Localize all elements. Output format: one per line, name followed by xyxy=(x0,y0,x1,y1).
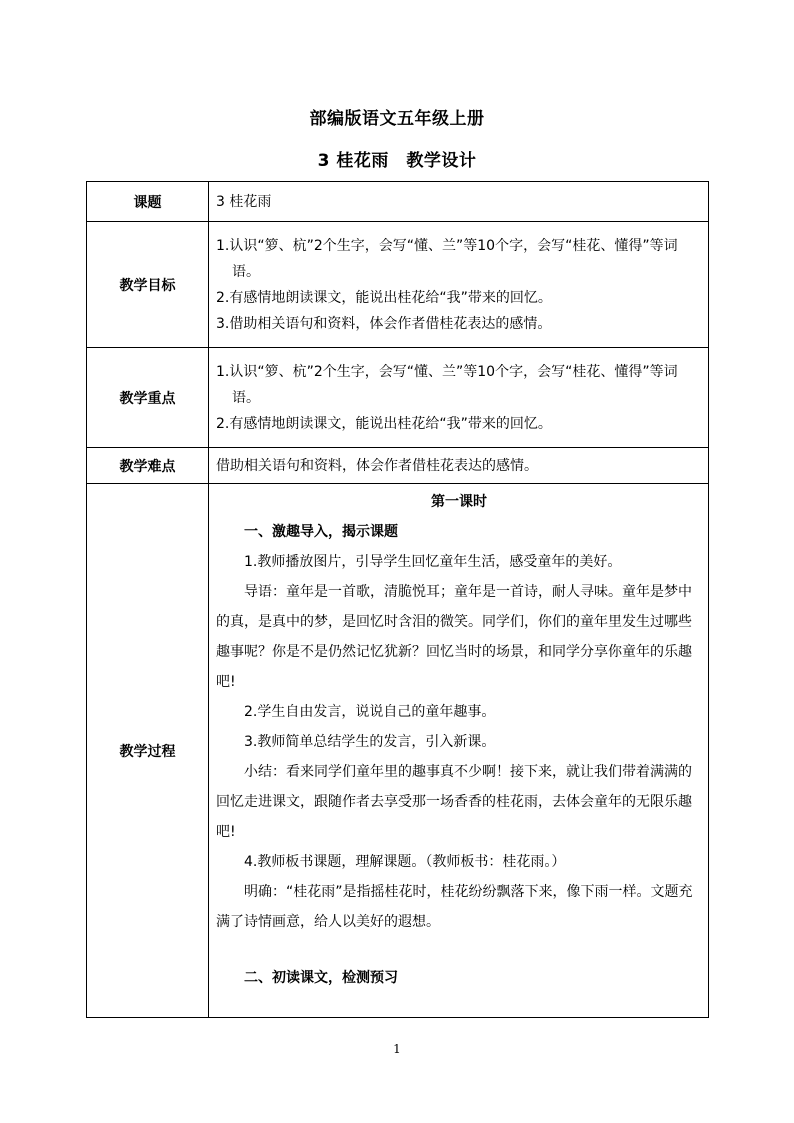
key-points-content xyxy=(209,348,709,448)
key-points-label: 教学重点 xyxy=(87,348,209,448)
spacer xyxy=(216,937,702,963)
table-row-topic xyxy=(87,182,709,222)
process-label: 教学过程 xyxy=(87,484,209,1018)
table-row-process xyxy=(87,484,709,1018)
table-row-key-points xyxy=(87,348,709,448)
paragraph: 导语：童年是一首歌，清脆悦耳；童年是一首诗，耐人寻味。童年是梦中的真，是真中的梦，是回忆时含泪的微笑。同学们，你们的童年里发生过哪些趣事呢？你是不是仍然记忆犹新？回忆当时的场景，和同学分享你童年的乐趣吧! xyxy=(216,584,692,690)
goal-item: 2.有感情地朗读课文，能说出桂花给“我”带来的回忆。 xyxy=(216,289,552,306)
table-row-difficulty xyxy=(87,448,709,484)
section-heading: 二、初读课文，检测预习 xyxy=(244,970,398,986)
paragraph: 1.教师播放图片，引导学生回忆童年生活，感受童年的美好。 xyxy=(244,554,622,570)
paragraph: 小结：看来同学们童年里的趣事真不少啊！接下来，就让我们带着满满的回忆走进课文，跟随作者去享受那一场香香的桂花雨，去体会童年的无限乐趣吧! xyxy=(216,764,692,840)
topic-value: 3 桂花雨 xyxy=(209,182,709,222)
paragraph: 明确：“桂花雨”是指摇桂花时，桂花纷纷飘落下来，像下雨一样。文题充满了诗情画意，给人以美好的遐想。 xyxy=(216,884,693,930)
process-content xyxy=(209,484,709,1018)
lesson-plan-table xyxy=(86,181,709,1018)
page-number: 1 xyxy=(393,1042,401,1056)
goal-item: 1.认识“箩、杭”2个生字，会写“懂、兰”等10个字，会写“桂花、懂得”等词语。 xyxy=(216,237,678,280)
difficulty-value: 借助相关语句和资料，体会作者借桂花表达的感情。 xyxy=(209,448,709,484)
table-row-goals xyxy=(87,222,709,348)
key-point-item: 2.有感情地朗读课文，能说出桂花给“我”带来的回忆。 xyxy=(216,415,552,432)
section-heading: 一、激趣导入，揭示课题 xyxy=(244,524,398,540)
key-point-item: 1.认识“箩、杭”2个生字，会写“懂、兰”等10个字，会写“桂花、懂得”等词语。 xyxy=(216,363,678,406)
goals-label: 教学目标 xyxy=(87,222,209,348)
paragraph: 3.教师简单总结学生的发言，引入新课。 xyxy=(244,734,496,750)
goal-item: 3.借助相关语句和资料，体会作者借桂花表达的感情。 xyxy=(216,315,552,332)
document-title: 部编版语文五年级上册 xyxy=(309,109,485,129)
goals-content xyxy=(209,222,709,348)
lesson-title: 第一课时 xyxy=(431,494,487,510)
paragraph: 2.学生自由发言，说说自己的童年趣事。 xyxy=(244,704,496,720)
paragraph: 4.教师板书课题，理解课题。（教师板书：桂花雨。） xyxy=(244,854,566,870)
topic-label: 课题 xyxy=(87,182,209,222)
document-subtitle: 3 桂花雨 教学设计 xyxy=(317,151,477,171)
difficulty-label: 教学难点 xyxy=(87,448,209,484)
